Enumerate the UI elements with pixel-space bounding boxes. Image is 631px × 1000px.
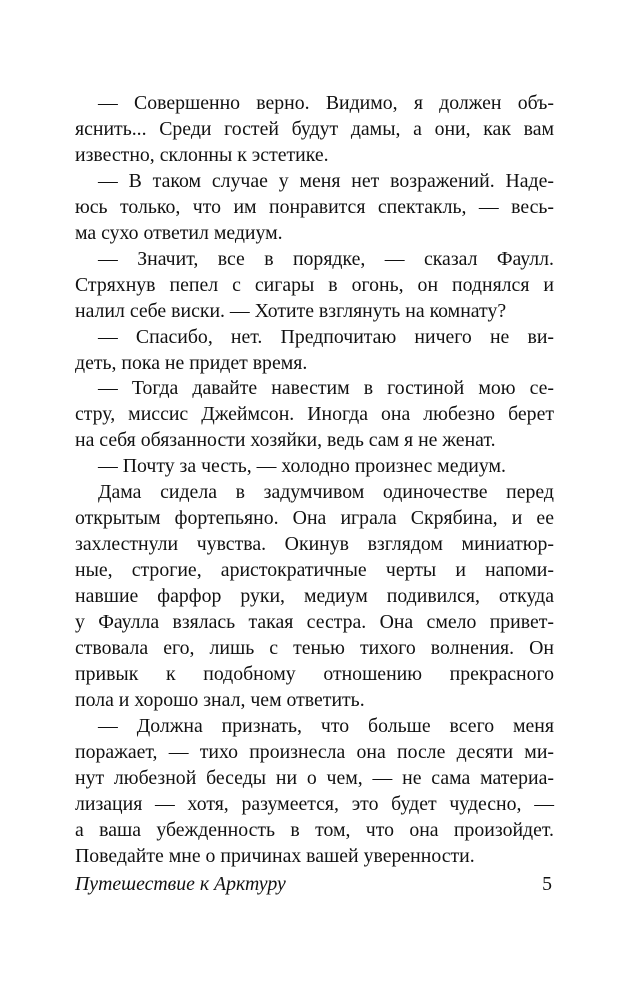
text-line: — Значит, все в порядке, — сказал Фаулл. [98, 247, 554, 270]
text-line: юсь только, что им понравится спектакль, — весь- [75, 195, 554, 218]
text-line: налил себе виски. — Хотите взглянуть на комнату? [75, 299, 507, 322]
text-line: — В таком случае у меня нет возражений. Наде- [98, 169, 554, 192]
text-line: Стряхнув пепел с сигары в огонь, он поднялся и [75, 273, 554, 296]
text-line: поражает, — тихо произнесла она после десяти ми- [75, 740, 554, 763]
text-line: — Должна признать, что больше всего меня [98, 714, 554, 737]
text-line: стру, миссис Джеймсон. Иногда она любезно берет [75, 403, 554, 426]
text-line: навшие фарфор руки, медиум подивился, откуда [75, 585, 554, 608]
text-line: а ваша убежденность в том, что она произойдет. [75, 818, 554, 841]
page-text-body [75, 91, 554, 870]
text-line: захлестнули чувства. Окинув взглядом миниатюр- [75, 533, 554, 556]
text-line: нут любезной беседы ни о чем, — не сама материа- [75, 766, 554, 789]
text-line: ма сухо ответил медиум. [75, 221, 283, 244]
text-line: — Спасибо, нет. Предпочитаю ничего не ви- [98, 325, 554, 348]
running-title: Путешествие к Арктуру [75, 873, 286, 895]
text-line: открытым фортепьяно. Она играла Скрябина, и ее [75, 507, 554, 530]
text-line: лизация — хотя, разумеется, это будет чудесно, — [75, 792, 554, 815]
page-number: 5 [542, 873, 552, 895]
text-line: деть, пока не придет время. [75, 351, 308, 374]
text-line: ствовала его, лишь с тенью тихого волнения. Он [75, 637, 554, 660]
text-line: — Совершенно верно. Видимо, я должен объ- [98, 92, 554, 114]
text-line: Дама сидела в задумчивом одиночестве перед [98, 481, 554, 504]
text-line: у Фаулла взялась такая сестра. Она смело привет- [75, 611, 554, 634]
text-line: на себя обязанности хозяйки, ведь сам я не женат. [75, 429, 496, 452]
text-line: привык к подобному отношению прекрасного [75, 662, 554, 685]
text-line: яснить... Среди гостей будут дамы, а они, как вам [75, 117, 554, 140]
text-line: ные, строгие, аристократичные черты и напоми- [75, 559, 554, 582]
text-line: — Тогда давайте навестим в гостиной мою се- [98, 377, 554, 400]
text-line: — Почту за честь, — холодно произнес медиум. [98, 455, 506, 478]
text-line: известно, склонны к эстетике. [75, 143, 329, 166]
text-line: пола и хорошо знал, чем ответить. [75, 688, 365, 711]
page-footer [75, 871, 554, 897]
text-line: Поведайте мне о причинах вашей уверенности. [75, 844, 475, 867]
